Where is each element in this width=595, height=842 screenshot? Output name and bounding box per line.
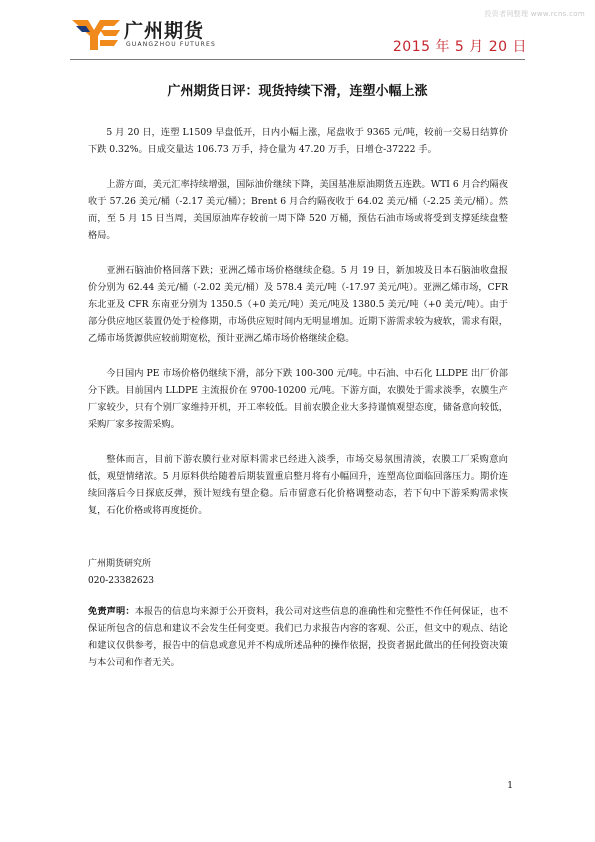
report-title: 广州期货日评：现货持续下滑，连塑小幅上涨	[167, 84, 428, 99]
header-divider	[70, 59, 525, 60]
report-date: 2015 年 5 月 20 日	[392, 39, 527, 55]
paragraph-asia-naphtha-ethylene: 亚洲石脑油价格回落下跌；亚洲乙烯市场价格继续企稳。5 月 19 日，新加坡及日本石脑油收盘报价分别为 62.44 美元/桶（-2.02 美元/桶）及 578.4 美元/吨（-17.97 美元/吨）。亚洲乙烯市场，CFR 东北亚及 CFR 东南亚分别为 1350.5（+0 美元/吨）美元/吨及 1380.5 美元/吨（+0 美元/吨）。由于部分供应地区装置仍处于检修期，市场供应短时间内无明显增加。近期下游需求较为疲软，需求有限，乙烯市场货源供应较前期宽松，预计亚洲乙烯市场价格继续企稳。	[88, 265, 508, 344]
paragraph-upstream-oil: 上游方面，美元汇率持续增强，国际油价继续下降，美国基准原油期货五连跌。WTI 6 月合约隔夜收于 57.26 美元/桶（-2.17 美元/桶）；Brent 6 月合约隔夜收于 64.02 美元/桶（-2.25 美元/桶）。然而，至 5 月 15 日当周，美国原油库存较前一周下降 520 万桶，预估石油市场或将受到支撑延续盘整格局。	[88, 179, 508, 241]
page-number: 1	[507, 781, 513, 791]
company-logo	[70, 14, 216, 56]
page-header	[0, 0, 595, 70]
logo-english-name: GUANGZHOU FUTURES	[126, 41, 216, 48]
contact-block	[88, 556, 154, 590]
disclaimer	[88, 603, 508, 671]
paragraph-outlook: 整体而言，目前下游农膜行业对原料需求已经进入淡季，市场交易氛围清淡，农膜工厂采购意向低，观望情绪浓。5 月原料供给随着后期装置重启整月将有小幅回升，连塑高位面临回落压力。期价连续回落后今日探底反弹，预计短线有望企稳。后市留意石化价格调整动态，若下旬中下游采购需求恢复，石化价格或将再度挺价。	[88, 454, 508, 516]
research-institute-name: 广州期货研究所	[88, 559, 152, 569]
paragraph-domestic-pe: 今日国内 PE 市场价格仍继续下滑，部分下跌 100-300 元/吨。中石油、中石化 LLDPE 出厂价部分下跌。目前国内 LLDPE 主流报价在 9700-10200 元/吨。下游方面，农膜处于需求淡季，农膜生产厂家较少，只有个别厂家维持开机，开工率较低。目前农膜企业大多持谨慎观望态度，储备意向较低，采购厂家多按需采购。	[88, 368, 508, 430]
report-body	[88, 124, 508, 537]
watermark-text: 投资者网整理 www.rcns.com	[484, 10, 585, 18]
paragraph-market-summary: 5 月 20 日，连塑 L1509 早盘低开，日内小幅上涨，尾盘收于 9365 元/吨，较前一交易日结算价下跌 0.32%。日成交量达 106.73 万手，持仓量为 47.20 万手，日增仓-37222 手。	[88, 127, 508, 155]
logo-chinese-name: 广州期货	[124, 20, 205, 42]
gzf-logo-icon	[70, 16, 122, 54]
disclaimer-label: 免责声明：	[88, 606, 135, 617]
disclaimer-text: 本报告的信息均来源于公开资料，我公司对这些信息的准确性和完整性不作任何保证，也不保证所包含的信息和建议不会发生任何变更。我们已力求报告内容的客观、公正，但文中的观点、结论和建议仅供参考，报告中的信息或意见并不构成所述品种的操作依据，投资者据此做出的任何投资决策与本公司和作者无关。	[88, 606, 509, 668]
contact-phone: 020-23382623	[88, 576, 155, 586]
